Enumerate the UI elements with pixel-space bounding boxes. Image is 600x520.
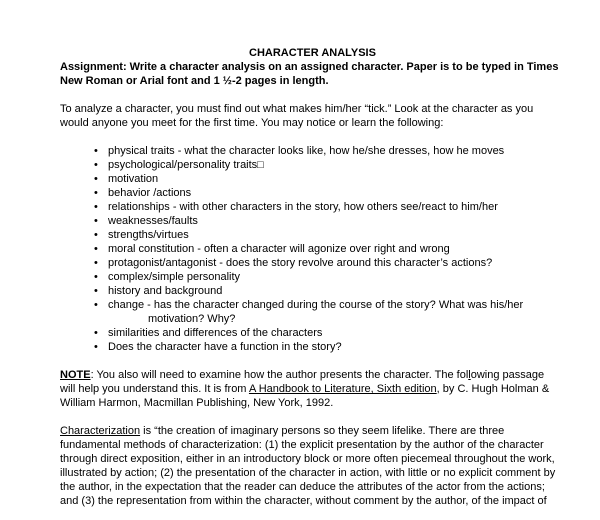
list-item: • strengths/virtues [108,228,560,242]
list-item: • motivation [108,172,560,186]
list-item: • similarities and differences of the characters [108,326,560,340]
spacer [60,354,560,368]
list-item: • moral constitution - often a character will agonize over right and wrong [108,242,560,256]
list-item: • Does the character have a function in the story? [108,340,560,354]
list-item: • history and background [108,284,560,298]
characterization-paragraph: Characterization is “the creation of imaginary persons so they seem lifelike. There are three fundamental methods of characterization: (1) the explicit presentation by the author of the character through direct exposition, either in an introductory block or more often piecemeal throughout the work, illustrated by action; (2) the presentation of the character in action, with little or no explicit comment by the author, in the expectation that the reader can deduce the attributes of the actor from the actions; and (3) the representation from within the character, without comment by the author, of the impact of [60,425,556,507]
assignment-text: Assignment: Write a character analysis on an assigned character. Paper is to be typed in Times New Roman or Arial font and 1 ½-2 pages in length. [60,61,559,87]
book-title: A Handbook to Literature, Sixth edition [248,383,437,395]
list-item: • physical traits - what the character looks like, how he/she dresses, how he moves [108,144,560,158]
list-item: • psychological/personality traits□ [108,158,560,172]
intro-paragraph: To analyze a character, you must find out what makes him/her “tick.” Look at the character as you would anyone you meet for the first time. You may notice or learn the following: [60,103,534,129]
characterization-term: Characterization [60,425,141,437]
note-label: NOTE [60,369,91,381]
list-item: • relationships - with other characters in the story, how others see/react to him/her [108,200,560,214]
list-item: • protagonist/antagonist - does the story revolve around this character’s actions? [108,256,560,270]
spacer [60,130,560,144]
note-paragraph: NOTE: You also will need to examine how the author presents the character. The following passage will help you understand this. It is from A Handbook to Literature, Sixth edition, by C. Hugh Holman & William Harmon, Macmillan Publishing, New York, 1992. [60,369,550,409]
document-title: CHARACTER ANALYSIS [249,47,376,59]
cursor-mark: l [468,369,471,381]
list-item: • change - has the character changed during the course of the story? What was his/her motivation? Why? [108,298,560,326]
spacer [60,88,560,102]
traits-list [60,144,560,354]
list-item: • weaknesses/faults [108,214,560,228]
list-item: • behavior /actions [108,186,560,200]
spacer [60,410,560,424]
list-item-continuation: motivation? Why? [148,313,236,325]
list-item: • complex/simple personality [108,270,560,284]
